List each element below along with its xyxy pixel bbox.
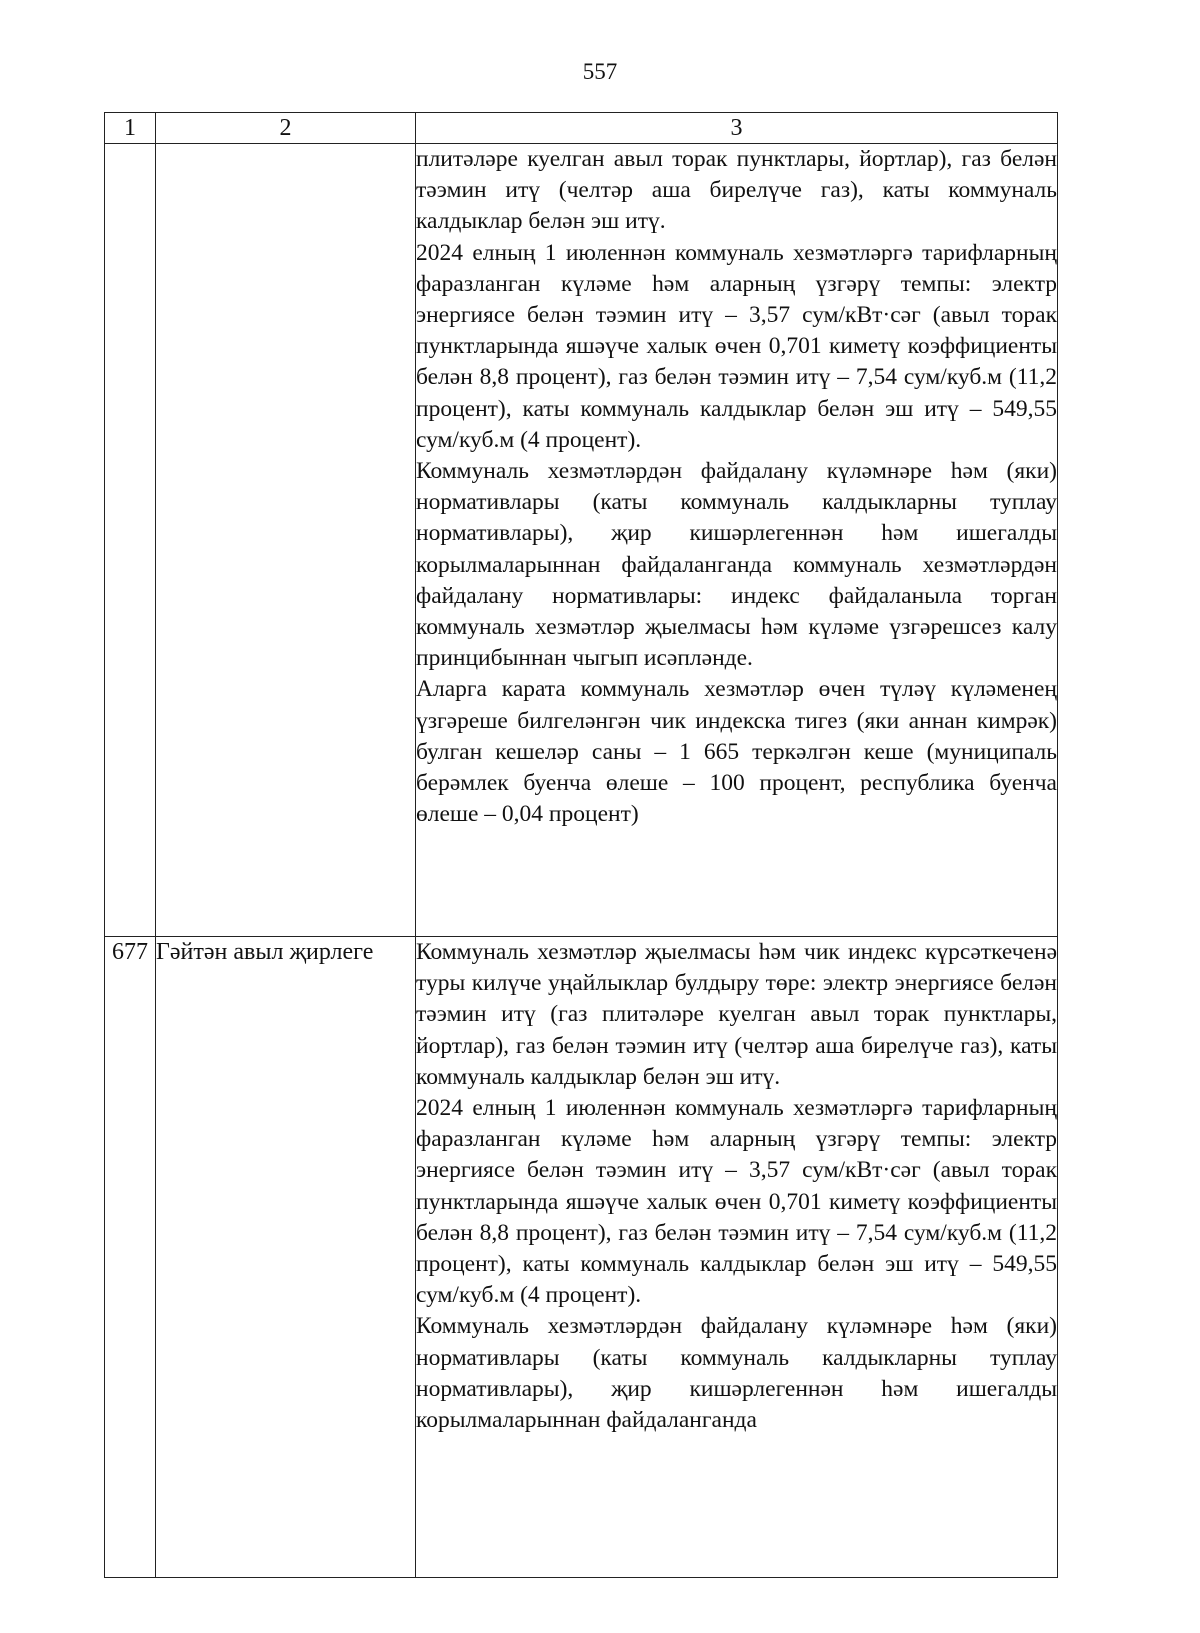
paragraph: Коммуналь хезмәтләр җыелмасы һәм чик индекс күрсәткеченә туры килүче уңайлыклар булдыру төре: электр энергиясе белән тәэмин итү (газ плитәләре куелган авыл торак пунктлары, йортлар), газ белән тәэмин итү (челтәр аша бирелүче газ), каты коммуналь калдыклар белән эш итү.	[416, 939, 1057, 1090]
page-number: 557	[582, 59, 618, 84]
paragraph: плитәләре куелган авыл торак пунктлары, йортлар), газ белән тәэмин итү (челтәр аша бирелүче газ), каты коммуналь калдыклар белән эш итү.	[416, 146, 1057, 235]
row-name	[156, 144, 416, 937]
paragraph: 2024 елның 1 июленнән коммуналь хезмәтләргә тарифларның фаразланган күләме һәм аларның үзгәрү темпы: электр энергиясе белән тәэмин итү – 3,57 сум/кВт·сәг (авыл торак пунктларында яшәүче халык өчен 0,701 киметү коэффициенты белән 8,8 процент), газ белән тәэмин итү – 7,54 сум/куб.м (11,2 процент), каты коммуналь калдыклар белән эш итү – 549,55 сум/куб.м (4 процент).	[416, 1095, 1057, 1309]
paragraph: Коммуналь хезмәтләрдән файдалану күләмнәре һәм (яки) нормативлары (каты коммуналь калдыкларны туплау нормативлары), җир кишәрлегеннән һәм ишегалды корылмаларыннан файдаланганда	[416, 1313, 1057, 1434]
paragraph: 2024 елның 1 июленнән коммуналь хезмәтләргә тарифларның фаразланган күләме һәм аларның үзгәрү темпы: электр энергиясе белән тәэмин итү – 3,57 сум/кВт·сәг (авыл торак пунктларында яшәүче халык өчен 0,701 киметү коэффициенты белән 8,8 процент), газ белән тәэмин итү – 7,54 сум/куб.м (11,2 процент), каты коммуналь калдыклар белән эш итү – 549,55 сум/куб.м (4 процент).	[416, 239, 1057, 453]
header-col-3: 3	[416, 113, 1058, 144]
document-table	[104, 112, 1058, 1578]
row-name: Гәйтән авыл җирлеге	[156, 937, 416, 1578]
paragraph: Аларга карата коммуналь хезмәтләр өчен түләү күләменең үзгәреше билгеләнгән чик индекска тигез (яки аннан кимрәк) булган кешеләр саны – 1 665 теркәлгән кеше (муниципаль берәмлек буенча өлеше – 100 процент, республика буенча өлеше – 0,04 процент)	[416, 676, 1057, 828]
table-row	[105, 937, 1058, 1578]
row-number: 677	[105, 937, 156, 1578]
header-col-1: 1	[105, 113, 156, 144]
header-col-2: 2	[156, 113, 416, 144]
table-row	[105, 144, 1058, 937]
row-number	[105, 144, 156, 937]
paragraph: Коммуналь хезмәтләрдән файдалану күләмнәре һәм (яки) нормативлары (каты коммуналь калдыкларны туплау нормативлары), җир кишәрлегеннән һәм ишегалды корылмаларыннан файдаланганда коммуналь хезмәтләрдән файдалану нормативлары: индекс файдаланыла торган коммуналь хезмәтләр җыелмасы һәм күләме үзгәрешсез калу принцибыннан чыгып исәпләнде.	[416, 458, 1057, 672]
table-header-row	[105, 113, 1058, 144]
row-description	[416, 144, 1058, 937]
row-description	[416, 937, 1058, 1578]
